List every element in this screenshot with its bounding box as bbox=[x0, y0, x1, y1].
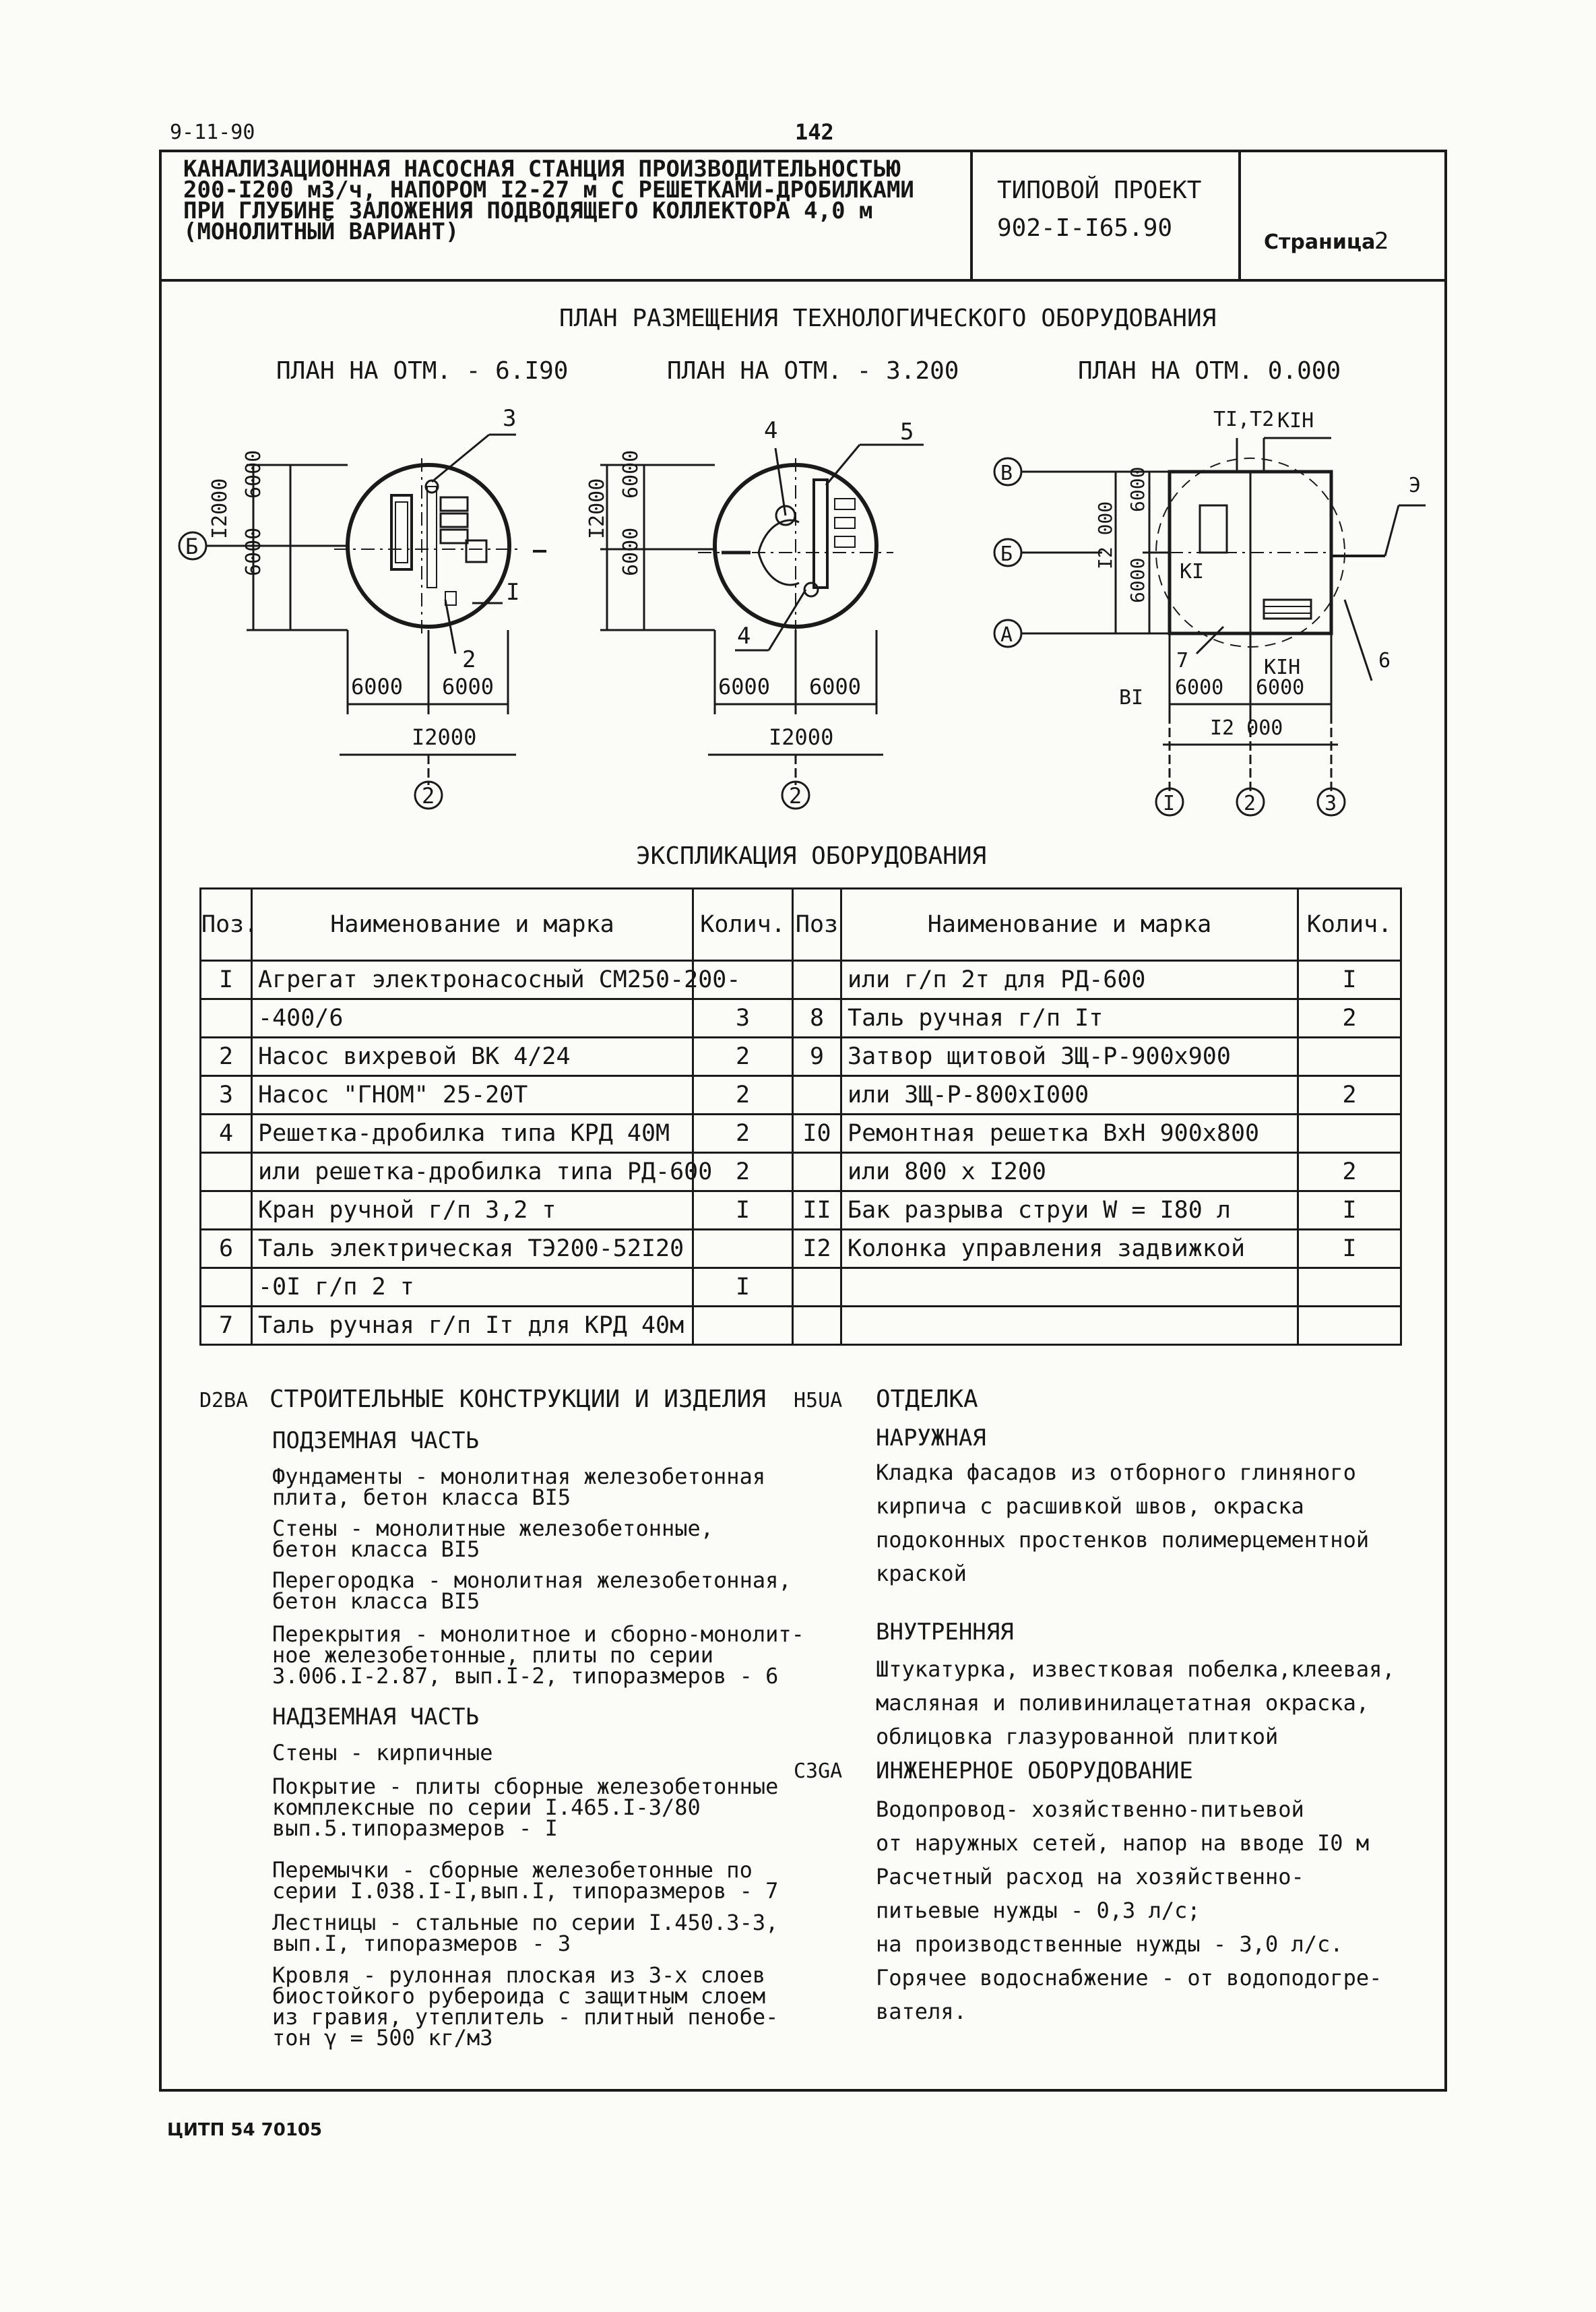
plan1-axis: 2 bbox=[422, 783, 435, 809]
table-row bbox=[201, 1230, 1401, 1268]
cell: 2 bbox=[693, 1153, 793, 1191]
plan1-dim: 6000 bbox=[242, 449, 265, 499]
cell: I bbox=[1298, 961, 1401, 999]
project-title bbox=[183, 156, 914, 245]
project-number: 902-I-I65.90 bbox=[997, 214, 1173, 242]
cell: или ЗЩ-Р-800хI000 bbox=[841, 1076, 1298, 1115]
cell: I bbox=[693, 1268, 793, 1307]
plan1-label: 2 bbox=[462, 646, 476, 673]
plan3-axis: I bbox=[1163, 792, 1176, 815]
cell: Насос вихревой ВК 4/24 bbox=[252, 1038, 693, 1076]
underground-item: Фундаменты - монолитная железобетонная плита, бетон класса BI5 bbox=[272, 1464, 766, 1510]
cell bbox=[201, 1153, 252, 1191]
cell: 2 bbox=[1298, 999, 1401, 1038]
engineering-heading: ИНЖЕНЕРНОЕ ОБОРУДОВАНИЕ bbox=[876, 1757, 1193, 1784]
title-line: ПРИ ГЛУБИНЕ ЗАЛОЖЕНИЯ ПОДВОДЯЩЕГО КОЛЛЕКТОРА 4,0 м bbox=[183, 197, 873, 224]
plan1-drawing bbox=[179, 435, 546, 809]
cell bbox=[793, 961, 841, 999]
cell bbox=[693, 1230, 793, 1268]
plan3-axis: 3 bbox=[1324, 792, 1337, 815]
cell: или 800 х I200 bbox=[841, 1153, 1298, 1191]
plan1-dim: 6000 bbox=[442, 674, 494, 699]
aboveground-item: Покрытие - плиты сборные железобетонные комплексные по серии I.465.I-3/80 вып.5.типоразмеров - I bbox=[272, 1774, 779, 1841]
cell: Таль ручная г/п Iт для КРД 40м bbox=[252, 1307, 693, 1345]
table-header-row bbox=[201, 889, 1401, 961]
plan3-title: ПЛАН НА ОТМ. 0.000 bbox=[1078, 357, 1341, 385]
title-line: (МОНОЛИТНЫЙ ВАРИАНТ) bbox=[183, 218, 459, 245]
header-name: Наименование и марка bbox=[252, 889, 693, 961]
plan3-axis: В bbox=[1000, 462, 1013, 485]
cell: -400/6 bbox=[252, 999, 693, 1038]
project-label: ТИПОВОЙ ПРОЕКТ bbox=[997, 177, 1202, 204]
cell: 6 bbox=[201, 1230, 252, 1268]
cell: Затвор щитовой ЗЩ-Р-900х900 bbox=[841, 1038, 1298, 1076]
plan3-label: Э bbox=[1409, 474, 1422, 497]
underground-heading: ПОДЗЕМНАЯ ЧАСТЬ bbox=[272, 1427, 480, 1454]
plan2-dim: I2000 bbox=[585, 478, 609, 539]
title-line: КАНАЛИЗАЦИОННАЯ НАСОСНАЯ СТАНЦИЯ ПРОИЗВОДИТЕЛЬНОСТЬЮ bbox=[183, 156, 901, 183]
cell: Насос "ГНОМ" 25-20Т bbox=[252, 1076, 693, 1115]
cell: Таль электрическая ТЭ200-52I20 bbox=[252, 1230, 693, 1268]
plan3-dim: 6000 bbox=[1175, 676, 1224, 699]
cell: I bbox=[1298, 1230, 1401, 1268]
cell: I bbox=[201, 961, 252, 999]
table-row bbox=[201, 1038, 1401, 1076]
plan2-label: 4 bbox=[737, 623, 751, 650]
finishing-heading: ОТДЕЛКА bbox=[876, 1385, 978, 1413]
cell bbox=[1298, 1268, 1401, 1307]
table-row bbox=[201, 1076, 1401, 1115]
cell bbox=[1298, 1307, 1401, 1345]
header-pos: Поз. bbox=[201, 889, 252, 961]
underground-item: Стены - монолитные железобетонные, бетон класса BI5 bbox=[272, 1516, 714, 1562]
cell: -0I г/п 2 т bbox=[252, 1268, 693, 1307]
plan3-axis: Б bbox=[1000, 542, 1013, 566]
plan2-dim: 6000 bbox=[619, 527, 643, 576]
cell: Решетка-дробилка типа КРД 40М bbox=[252, 1115, 693, 1153]
plan3-label: KIН bbox=[1277, 409, 1314, 433]
plan2-label: 4 bbox=[764, 417, 778, 444]
plan3-dim: 6000 bbox=[1126, 466, 1149, 512]
table-row bbox=[201, 1268, 1401, 1307]
plan2-dim: 6000 bbox=[718, 674, 771, 699]
outer-finishing-text: Кладка фасадов из отборного глиняного кирпича с расшивкой швов, окраска подоконных простенков полимерцементной краской bbox=[876, 1460, 1370, 1586]
cell: 9 bbox=[793, 1038, 841, 1076]
plan3-dim: I2 000 bbox=[1210, 716, 1283, 740]
plan3-dim: 6000 bbox=[1256, 676, 1305, 699]
cell: Бак разрыва струи W = I80 л bbox=[841, 1191, 1298, 1230]
cell bbox=[693, 1307, 793, 1345]
cell bbox=[1298, 1038, 1401, 1076]
plan3-label: TI,T2 bbox=[1213, 408, 1275, 431]
table-row bbox=[201, 1191, 1401, 1230]
plan3-label: KI bbox=[1180, 560, 1205, 584]
plan1-label: I bbox=[506, 579, 520, 606]
plan1-title: ПЛАН НА ОТМ. - 6.I90 bbox=[276, 357, 569, 385]
title-block-divider bbox=[159, 279, 1447, 282]
cell: I bbox=[693, 1191, 793, 1230]
section-code: D2BA bbox=[199, 1389, 249, 1412]
cell bbox=[841, 1307, 1298, 1345]
plan3-label: BI bbox=[1119, 686, 1144, 710]
engineering-text: Водопровод- хозяйственно-питьевой от наружных сетей, напор на вводе I0 м Расчетный расход на хозяйственно- питьевые нужды - 0,3 л/с; на производственные нужды - 3,0 л/с. Горячее водоснабжение - от водоподогре- вателя. bbox=[876, 1797, 1382, 2024]
plan3-label: KIН bbox=[1264, 656, 1301, 679]
equipment-table bbox=[199, 887, 1402, 1346]
header-name: Наименование и марка bbox=[841, 889, 1298, 961]
plan3-drawing bbox=[994, 438, 1426, 815]
cell: I2 bbox=[793, 1230, 841, 1268]
equipment-plans-drawing bbox=[159, 398, 1447, 836]
printer-code: ЦИТП 54 70105 bbox=[167, 2120, 323, 2140]
structures-heading: СТРОИТЕЛЬНЫЕ КОНСТРУКЦИИ И ИЗДЕЛИЯ bbox=[269, 1385, 766, 1413]
cell: 7 bbox=[201, 1307, 252, 1345]
plan1-dim: I2000 bbox=[208, 478, 232, 539]
cell: 3 bbox=[201, 1076, 252, 1115]
plan2-title: ПЛАН НА ОТМ. - 3.200 bbox=[667, 357, 959, 385]
plan2-dim: I2000 bbox=[769, 724, 834, 750]
cell: 2 bbox=[1298, 1076, 1401, 1115]
plan2-dim: 6000 bbox=[619, 449, 643, 499]
header-qty: Колич. bbox=[1298, 889, 1401, 961]
cell: 3 bbox=[693, 999, 793, 1038]
cell: 2 bbox=[693, 1038, 793, 1076]
section-code: H5UA bbox=[794, 1389, 843, 1412]
sheet-number: 2 bbox=[1374, 228, 1389, 255]
cell: Ремонтная решетка ВхН 900х800 bbox=[841, 1115, 1298, 1153]
cell: Таль ручная г/п Iт bbox=[841, 999, 1298, 1038]
cell: I bbox=[1298, 1191, 1401, 1230]
outer-finishing-heading: НАРУЖНАЯ bbox=[876, 1425, 986, 1451]
aboveground-heading: НАДЗЕМНАЯ ЧАСТЬ bbox=[272, 1704, 480, 1730]
cell bbox=[793, 1268, 841, 1307]
aboveground-item: Стены - кирпичные bbox=[272, 1740, 493, 1766]
page-label: Страница bbox=[1264, 230, 1376, 254]
cell bbox=[793, 1153, 841, 1191]
cell bbox=[1298, 1115, 1401, 1153]
title-block-divider bbox=[1238, 150, 1241, 280]
plan3-label: 7 bbox=[1176, 649, 1189, 673]
cell bbox=[201, 1191, 252, 1230]
aboveground-item: Лестницы - стальные по серии I.450.3-3, вып.I, типоразмеров - 3 bbox=[272, 1910, 779, 1956]
cell: 8 bbox=[793, 999, 841, 1038]
cell: 4 bbox=[201, 1115, 252, 1153]
plan3-dim: 6000 bbox=[1126, 557, 1149, 603]
cell bbox=[841, 1268, 1298, 1307]
table-row bbox=[201, 961, 1401, 999]
plans-heading: ПЛАН РАЗМЕЩЕНИЯ ТЕХНОЛОГИЧЕСКОГО ОБОРУДОВАНИЯ bbox=[559, 305, 1217, 332]
underground-item: Перегородка - монолитная железобетонная, бетон класса BI5 bbox=[272, 1567, 792, 1614]
document-code: 9-11-90 bbox=[170, 121, 255, 144]
page-number: 142 bbox=[795, 119, 834, 145]
cell: Агрегат электронасосный СМ250-200- bbox=[252, 961, 693, 999]
cell bbox=[201, 1268, 252, 1307]
cell: II bbox=[793, 1191, 841, 1230]
plan3-axis: А bbox=[1000, 623, 1013, 647]
plan2-label: 5 bbox=[900, 418, 914, 445]
cell: или решетка-дробилка типа РД-600 bbox=[252, 1153, 693, 1191]
section-code: C3GA bbox=[794, 1759, 843, 1783]
cell: 2 bbox=[201, 1038, 252, 1076]
cell: 2 bbox=[693, 1076, 793, 1115]
plan1-axis: Б bbox=[185, 534, 199, 559]
header-pos: Поз bbox=[793, 889, 841, 961]
equipment-heading: ЭКСПЛИКАЦИЯ ОБОРУДОВАНИЯ bbox=[636, 842, 987, 870]
cell: I0 bbox=[793, 1115, 841, 1153]
cell bbox=[793, 1076, 841, 1115]
aboveground-item: Кровля - рулонная плоская из 3-х слоев биостойкого рубероида с защитным слоем из гравия, утеплитель - плитный пенобе- тон γ = 500 кг/м3 bbox=[272, 1962, 779, 2051]
aboveground-item: Перемычки - сборные железобетонные по серии I.038.I-I,вып.I, типоразмеров - 7 bbox=[272, 1857, 779, 1904]
table-row bbox=[201, 1307, 1401, 1345]
cell bbox=[793, 1307, 841, 1345]
table-row bbox=[201, 999, 1401, 1038]
plan3-dim: I2 000 bbox=[1094, 501, 1116, 569]
cell: Колонка управления задвижкой bbox=[841, 1230, 1298, 1268]
cell: 2 bbox=[693, 1115, 793, 1153]
cell: 2 bbox=[1298, 1153, 1401, 1191]
cell bbox=[201, 999, 252, 1038]
plan3-axis: 2 bbox=[1244, 792, 1256, 815]
inner-finishing-heading: ВНУТРЕННЯЯ bbox=[876, 1619, 1014, 1646]
cell: или г/п 2т для РД-600 bbox=[841, 961, 1298, 999]
plan1-dim: I2000 bbox=[412, 724, 477, 750]
underground-item: Перекрытия - монолитное и сборно-монолит- ное железобетонные, плиты по серии 3.006.I-2.87, вып.I-2, типоразмеров - 6 bbox=[272, 1621, 804, 1689]
inner-finishing-text: Штукатурка, известковая побелка,клеевая, масляная и поливинилацетатная окраска, облицовка глазурованной плиткой bbox=[876, 1656, 1395, 1749]
plan2-drawing bbox=[600, 445, 924, 809]
header-qty: Колич. bbox=[693, 889, 793, 961]
title-block-divider bbox=[970, 150, 973, 280]
plan1-dim: 6000 bbox=[351, 674, 404, 699]
plan3-label: 6 bbox=[1378, 649, 1391, 673]
plan2-dim: 6000 bbox=[809, 674, 862, 699]
plan1-dim: 6000 bbox=[242, 527, 265, 576]
table-row bbox=[201, 1153, 1401, 1191]
plan1-label: 3 bbox=[503, 405, 517, 432]
cell: Кран ручной г/п 3,2 т bbox=[252, 1191, 693, 1230]
plan2-axis: 2 bbox=[789, 783, 802, 809]
title-line: 200-I200 м3/ч, НАПОРОМ I2-27 м С РЕШЕТКАМИ-ДРОБИЛКАМИ bbox=[183, 177, 914, 204]
table-row bbox=[201, 1115, 1401, 1153]
